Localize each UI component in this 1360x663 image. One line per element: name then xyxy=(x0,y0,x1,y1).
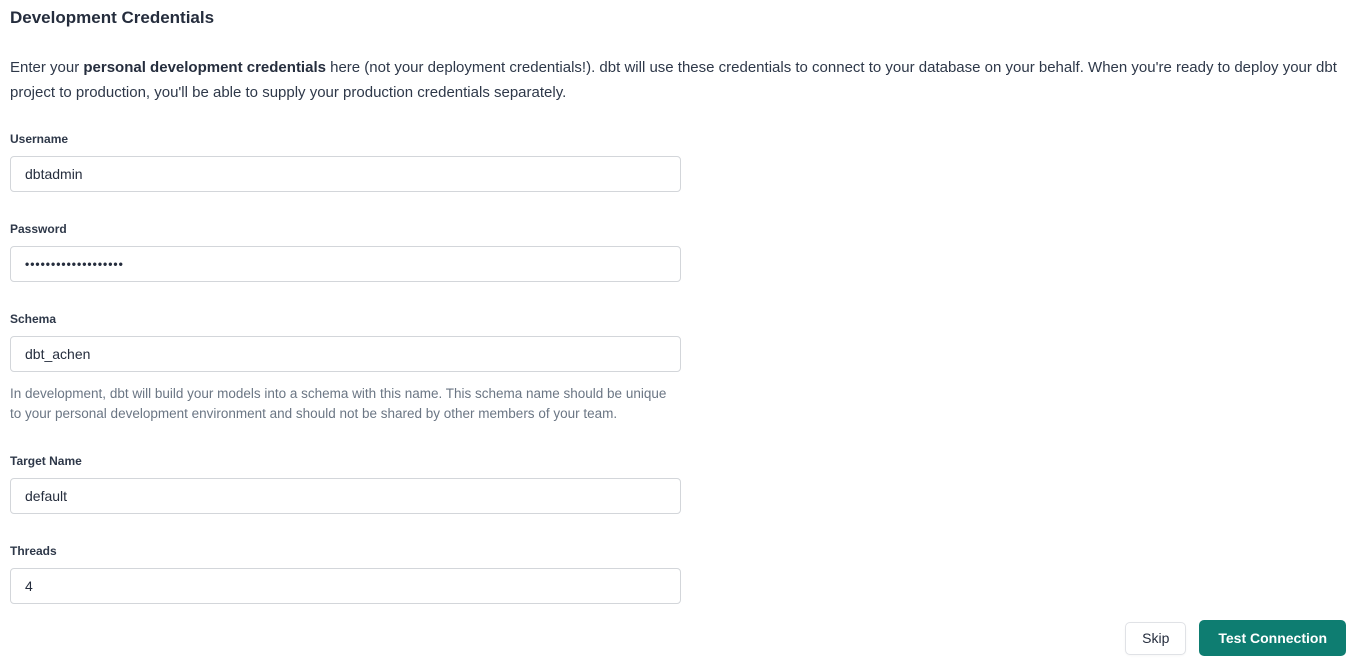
threads-field-group xyxy=(10,545,1350,604)
schema-field-group xyxy=(10,313,1350,424)
username-field-group xyxy=(10,133,1350,192)
username-input[interactable] xyxy=(10,156,681,192)
intro-text xyxy=(10,56,1346,105)
password-input[interactable] xyxy=(10,246,681,282)
intro-suffix: here (not your deployment credentials!). dbt will use these credentials to connect to your database on your behalf. When you're ready to deploy your dbt project to production, you'll be able to supply your production credentials separately. xyxy=(10,59,1337,101)
test-connection-button[interactable]: Test Connection xyxy=(1199,620,1346,656)
intro-bold: personal development credentials xyxy=(83,59,326,76)
password-label: Password xyxy=(10,222,67,236)
password-field-group xyxy=(10,223,1350,282)
schema-input[interactable] xyxy=(10,336,681,372)
credentials-form xyxy=(10,133,1350,604)
target-name-input[interactable] xyxy=(10,478,681,514)
intro-prefix: Enter your xyxy=(10,59,84,76)
threads-input[interactable] xyxy=(10,568,681,604)
page-title: Development Credentials xyxy=(10,8,215,27)
form-actions xyxy=(1125,620,1346,656)
schema-label: Schema xyxy=(10,312,57,326)
username-label: Username xyxy=(10,132,69,146)
threads-label: Threads xyxy=(10,544,57,558)
target-name-field-group xyxy=(10,455,1350,514)
target-name-label: Target Name xyxy=(10,454,82,468)
skip-button[interactable]: Skip xyxy=(1125,622,1186,655)
schema-help-text: In development, dbt will build your models into a schema with this name. This schema name should be unique to your personal development environment and should not be shared by other members of your team. xyxy=(10,386,667,421)
